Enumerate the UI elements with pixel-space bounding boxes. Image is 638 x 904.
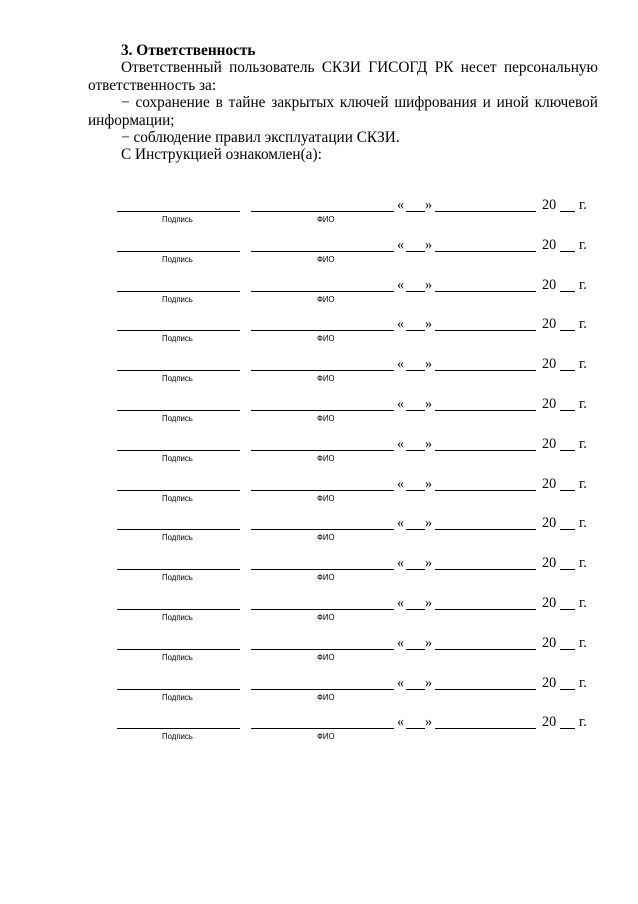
month-blank[interactable] [435, 211, 536, 212]
responsibility-item1-line2: информации; [88, 111, 175, 129]
year-prefix: 20 [542, 674, 557, 691]
signature-caption: Подпись [162, 493, 193, 503]
day-blank[interactable] [406, 569, 425, 570]
year-blank[interactable] [560, 689, 575, 690]
year-blank[interactable] [560, 370, 575, 371]
fio-caption: ФИО [317, 732, 335, 742]
quote-open: « [397, 555, 405, 572]
quote-close: » [425, 236, 433, 253]
quote-open: « [397, 515, 405, 532]
month-blank[interactable] [435, 490, 536, 491]
fio-caption: ФИО [317, 215, 335, 224]
year-prefix: 20 [542, 197, 557, 213]
signature-row [0, 514, 638, 544]
year-suffix: г. [579, 515, 587, 532]
signature-blank[interactable] [117, 490, 240, 491]
quote-open: « [397, 396, 405, 412]
signature-caption: Подпись [162, 453, 193, 463]
signature-caption: Подпись [162, 294, 193, 304]
signature-blank[interactable] [117, 370, 240, 371]
year-prefix: 20 [542, 435, 557, 452]
fio-caption: ФИО [317, 254, 335, 264]
signature-caption: Подпись [162, 215, 193, 224]
year-prefix: 20 [542, 555, 557, 572]
signature-row [0, 236, 638, 266]
signature-blank[interactable] [117, 450, 240, 451]
section-heading: 3. Ответственность [121, 42, 256, 59]
signature-blank[interactable] [117, 569, 240, 570]
quote-close: » [425, 435, 433, 452]
responsibility-item1-line1: − сохранение в тайне закрытых ключей шифрования и иной ключевой [121, 94, 598, 112]
quote-open: « [397, 197, 405, 213]
year-prefix: 20 [542, 595, 557, 611]
quote-open: « [397, 674, 405, 691]
quote-open: « [397, 714, 405, 731]
signature-row [0, 554, 638, 584]
month-blank[interactable] [435, 330, 536, 331]
day-blank[interactable] [406, 490, 425, 491]
year-suffix: г. [579, 236, 587, 253]
day-blank[interactable] [406, 370, 425, 371]
year-suffix: г. [579, 634, 587, 651]
year-prefix: 20 [542, 515, 557, 532]
quote-close: » [425, 276, 433, 293]
fio-caption: ФИО [317, 573, 335, 583]
signature-blank[interactable] [117, 728, 240, 729]
fio-blank[interactable] [251, 728, 394, 729]
signature-blank[interactable] [117, 291, 240, 292]
quote-close: » [425, 396, 433, 412]
month-blank[interactable] [435, 569, 536, 570]
fio-blank[interactable] [251, 251, 394, 252]
signature-row [0, 674, 638, 704]
signature-row [0, 594, 638, 624]
quote-close: » [425, 316, 433, 333]
year-blank[interactable] [560, 649, 575, 650]
signature-caption: Подпись [162, 692, 193, 702]
year-blank[interactable] [560, 251, 575, 252]
fio-caption: ФИО [317, 334, 335, 344]
responsibility-paragraph-line2: ответственность за: [88, 76, 217, 94]
fio-caption: ФИО [317, 493, 335, 503]
month-blank[interactable] [435, 649, 536, 650]
signature-caption: Подпись [162, 652, 193, 662]
year-suffix: г. [579, 356, 587, 373]
month-blank[interactable] [435, 689, 536, 690]
year-blank[interactable] [560, 728, 575, 729]
year-prefix: 20 [542, 634, 557, 651]
month-blank[interactable] [435, 609, 536, 610]
year-blank[interactable] [560, 291, 575, 292]
quote-open: « [397, 276, 405, 293]
fio-caption: ФИО [317, 374, 335, 384]
day-blank[interactable] [406, 728, 425, 729]
signature-caption: Подпись [162, 374, 193, 384]
signature-row [0, 196, 638, 226]
year-blank[interactable] [560, 609, 575, 610]
year-prefix: 20 [542, 714, 557, 731]
signature-blank[interactable] [117, 410, 240, 411]
year-suffix: г. [579, 674, 587, 691]
signature-row [0, 475, 638, 505]
signature-row [0, 435, 638, 465]
year-prefix: 20 [542, 276, 557, 293]
responsibility-item2: − соблюдение правил эксплуатации СКЗИ. [121, 129, 400, 147]
quote-open: « [397, 475, 405, 492]
day-blank[interactable] [406, 609, 425, 610]
year-prefix: 20 [542, 356, 557, 373]
fio-caption: ФИО [317, 533, 335, 543]
month-blank[interactable] [435, 291, 536, 292]
quote-open: « [397, 634, 405, 651]
quote-open: « [397, 595, 405, 611]
day-blank[interactable] [406, 529, 425, 530]
year-prefix: 20 [542, 236, 557, 253]
fio-blank[interactable] [251, 370, 394, 371]
day-blank[interactable] [406, 649, 425, 650]
signature-row [0, 315, 638, 345]
signature-blank[interactable] [117, 689, 240, 690]
quote-close: » [425, 356, 433, 373]
signature-row [0, 355, 638, 385]
fio-blank[interactable] [251, 689, 394, 690]
signature-row [0, 276, 638, 306]
month-blank[interactable] [435, 450, 536, 451]
month-blank[interactable] [435, 251, 536, 252]
year-suffix: г. [579, 197, 587, 213]
year-suffix: г. [579, 276, 587, 293]
fio-blank[interactable] [251, 211, 394, 212]
year-blank[interactable] [560, 410, 575, 411]
fio-caption: ФИО [317, 652, 335, 662]
year-suffix: г. [579, 435, 587, 452]
year-blank[interactable] [560, 529, 575, 530]
quote-close: » [425, 197, 433, 213]
quote-close: » [425, 714, 433, 731]
year-prefix: 20 [542, 396, 557, 412]
signature-caption: Подпись [162, 334, 193, 344]
signature-blank[interactable] [117, 609, 240, 610]
day-blank[interactable] [406, 450, 425, 451]
year-blank[interactable] [560, 490, 575, 491]
year-blank[interactable] [560, 569, 575, 570]
quote-open: « [397, 316, 405, 333]
fio-caption: ФИО [317, 692, 335, 702]
fio-blank[interactable] [251, 569, 394, 570]
quote-close: » [425, 595, 433, 611]
signature-row [0, 395, 638, 425]
month-blank[interactable] [435, 728, 536, 729]
quote-close: » [425, 634, 433, 651]
signature-row [0, 713, 638, 743]
fio-caption: ФИО [317, 294, 335, 304]
signature-blank[interactable] [117, 251, 240, 252]
year-suffix: г. [579, 555, 587, 572]
signature-caption: Подпись [162, 613, 193, 622]
fio-blank[interactable] [251, 410, 394, 411]
fio-caption: ФИО [317, 453, 335, 463]
signature-row [0, 634, 638, 664]
quote-open: « [397, 435, 405, 452]
fio-blank[interactable] [251, 291, 394, 292]
fio-blank[interactable] [251, 609, 394, 610]
quote-close: » [425, 674, 433, 691]
signature-blank[interactable] [117, 211, 240, 212]
quote-close: » [425, 475, 433, 492]
year-blank[interactable] [560, 450, 575, 451]
signature-blank[interactable] [117, 330, 240, 331]
signature-caption: Подпись [162, 573, 193, 583]
year-suffix: г. [579, 714, 587, 731]
year-suffix: г. [579, 396, 587, 412]
day-blank[interactable] [406, 291, 425, 292]
fio-caption: ФИО [317, 414, 335, 423]
signature-caption: Подпись [162, 533, 193, 543]
fio-blank[interactable] [251, 330, 394, 331]
fio-blank[interactable] [251, 450, 394, 451]
fio-caption: ФИО [317, 613, 335, 622]
year-suffix: г. [579, 595, 587, 611]
quote-open: « [397, 356, 405, 373]
quote-open: « [397, 236, 405, 253]
day-blank[interactable] [406, 211, 425, 212]
signature-blank[interactable] [117, 649, 240, 650]
year-prefix: 20 [542, 475, 557, 492]
quote-close: » [425, 515, 433, 532]
month-blank[interactable] [435, 410, 536, 411]
month-blank[interactable] [435, 370, 536, 371]
day-blank[interactable] [406, 251, 425, 252]
quote-close: » [425, 555, 433, 572]
year-blank[interactable] [560, 330, 575, 331]
day-blank[interactable] [406, 410, 425, 411]
fio-blank[interactable] [251, 490, 394, 491]
signature-caption: Подпись [162, 414, 193, 423]
year-blank[interactable] [560, 211, 575, 212]
day-blank[interactable] [406, 689, 425, 690]
fio-blank[interactable] [251, 529, 394, 530]
year-suffix: г. [579, 316, 587, 333]
acknowledgement-line: С Инструкцией ознакомлен(а): [121, 146, 322, 164]
signature-blank[interactable] [117, 529, 240, 530]
month-blank[interactable] [435, 529, 536, 530]
year-prefix: 20 [542, 316, 557, 333]
signature-caption: Подпись [162, 732, 193, 742]
responsibility-paragraph-line1: Ответственный пользователь СКЗИ ГИСОГД РК несет персональную [121, 59, 598, 77]
signature-caption: Подпись [162, 254, 193, 264]
year-suffix: г. [579, 475, 587, 492]
day-blank[interactable] [406, 330, 425, 331]
fio-blank[interactable] [251, 649, 394, 650]
